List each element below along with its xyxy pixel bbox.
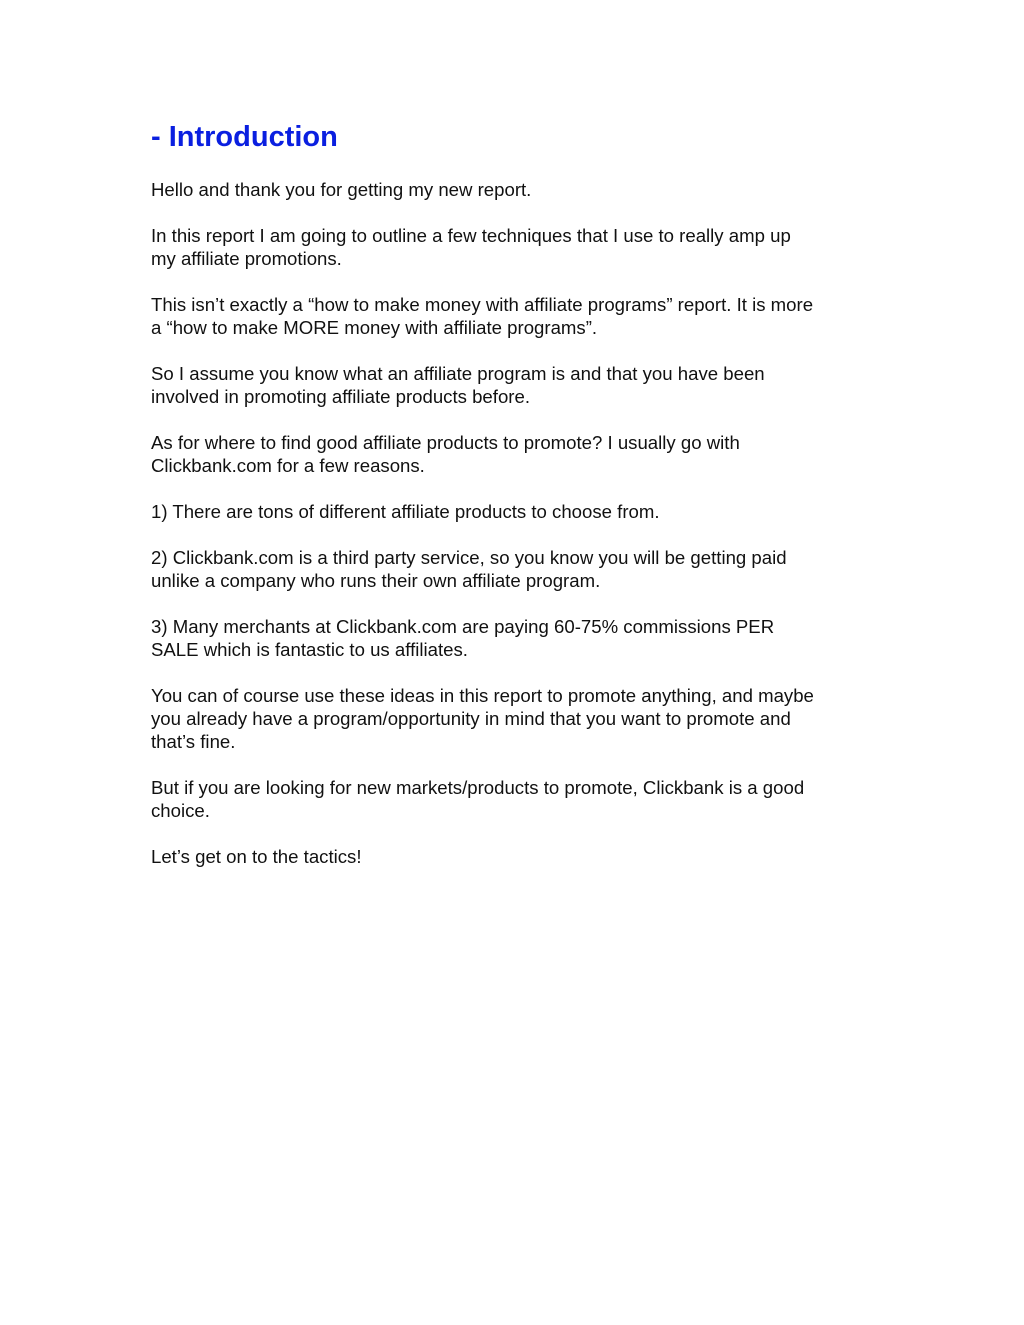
paragraph-not-exactly [151,293,881,339]
text-line: This isn’t exactly a “how to make money with affiliate programs” report. It is more [151,294,814,315]
paragraph-assumption [151,362,881,408]
text-line: SALE which is fantastic to us affiliates. [151,639,468,660]
paragraph-outline [151,224,881,270]
paragraph-reason-1 [151,500,881,523]
text-line: You can of course use these ideas in this report to promote anything, and maybe [151,685,814,706]
text-line: my affiliate promotions. [151,248,342,269]
text-line: unlike a company who runs their own affiliate program. [151,570,601,591]
section-title: - Introduction [151,121,338,153]
paragraph-reason-3 [151,615,881,661]
paragraph-use-ideas [151,684,881,753]
paragraph-reason-2 [151,546,881,592]
paragraph-where-to-find [151,431,881,477]
text-line: As for where to find good affiliate products to promote? I usually go with [151,432,740,453]
paragraph-new-markets [151,776,881,822]
paragraph-greeting [151,178,881,201]
text-line: 2) Clickbank.com is a third party service, so you know you will be getting paid [151,547,787,568]
text-line: 3) Many merchants at Clickbank.com are paying 60-75% commissions PER [151,616,775,637]
text-line: a “how to make MORE money with affiliate programs”. [151,317,598,338]
text-line: So I assume you know what an affiliate program is and that you have been [151,363,765,384]
text-line: Hello and thank you for getting my new report. [151,179,532,200]
text-line: that’s fine. [151,731,236,752]
text-line: Clickbank.com for a few reasons. [151,455,425,476]
text-line: involved in promoting affiliate products before. [151,386,530,407]
text-line: choice. [151,800,210,821]
text-line: In this report I am going to outline a few techniques that I use to really amp up [151,225,791,246]
text-line: 1) There are tons of different affiliate products to choose from. [151,501,660,522]
text-line: you already have a program/opportunity in mind that you want to promote and [151,708,791,729]
text-line: But if you are looking for new markets/products to promote, Clickbank is a good [151,777,805,798]
paragraph-tactics [151,845,881,868]
document-body [151,118,881,891]
text-line: Let’s get on to the tactics! [151,846,362,867]
